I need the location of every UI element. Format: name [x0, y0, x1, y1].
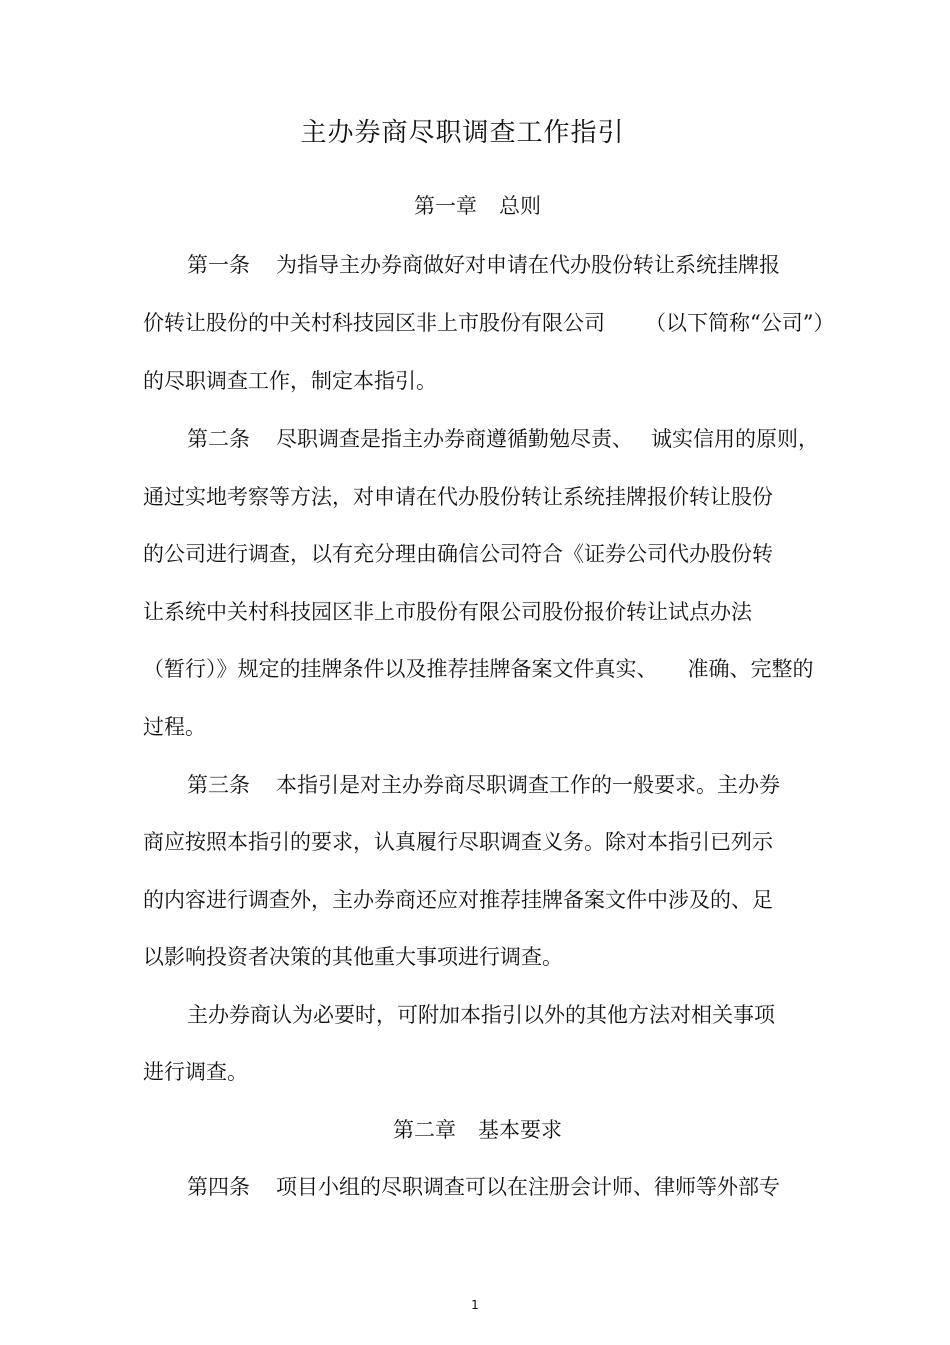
article-3-line-4: 以影响投资者决策的其他重大事项进行调查。: [143, 945, 563, 969]
article-text: 诚实信用的原则，: [651, 427, 819, 451]
article-2-line-3: 的公司进行调查，以有充分理由确信公司符合《证券公司代办股份转: [143, 542, 773, 566]
article-1-line-3: 的尽职调查工作，制定本指引。: [143, 369, 437, 393]
article-text: 尽职调查是指主办券商遵循勤勉尽责、: [276, 427, 633, 451]
article-label: 第一条: [187, 253, 250, 277]
article-2-line-2: 通过实地考察等方法，对申请在代办股份转让系统挂牌报价转让股份: [143, 485, 773, 509]
article-4-line-1: [187, 1171, 780, 1201]
article-text: 准确、完整的: [687, 657, 814, 681]
article-1-line-1: [187, 249, 780, 279]
article-text: 为指导主办券商做好对申请在代办股份转让系统挂牌报: [276, 253, 780, 277]
chapter-number: 第二章: [393, 1118, 456, 1142]
article-2-line-5: [143, 653, 814, 683]
article-text: （以下简称“公司”）: [645, 311, 835, 335]
article-1-line-2: [143, 307, 834, 337]
article-text: （暂行）》规定的挂牌条件以及推荐挂牌备案文件真实、: [143, 657, 658, 681]
paragraph-line-1: 主办券商认为必要时，可附加本指引以外的其他方法对相关事项: [187, 1003, 775, 1027]
article-2-line-4: 让系统中关村科技园区非上市股份有限公司股份报价转让试点办法: [143, 600, 752, 624]
page-number: 1: [471, 1298, 479, 1312]
chapter-number: 第一章: [414, 194, 477, 218]
article-text: 价转让股份的中关村科技园区非上市股份有限公司: [143, 311, 605, 335]
article-label: 第四条: [187, 1175, 250, 1199]
article-3-line-2: 商应按照本指引的要求，认真履行尽职调查义务。除对本指引已列示: [143, 830, 773, 854]
article-label: 第二条: [187, 427, 250, 451]
article-2-line-1: [187, 423, 819, 453]
paragraph-line-2: 进行调查。: [143, 1060, 248, 1084]
article-label: 第三条: [187, 773, 250, 797]
chapter-name: 总则: [499, 194, 541, 218]
chapter-heading-1: [0, 190, 950, 220]
article-text: 本指引是对主办券商尽职调查工作的一般要求。主办券: [276, 773, 780, 797]
chapter-name: 基本要求: [478, 1118, 562, 1142]
document-title: 主办券商尽职调查工作指引: [300, 118, 625, 148]
article-2-line-6: 过程。: [143, 715, 206, 739]
article-text: 项目小组的尽职调查可以在注册会计师、律师等外部专: [276, 1175, 780, 1199]
chapter-heading-2: [0, 1114, 950, 1144]
article-3-line-1: [187, 769, 780, 799]
article-3-line-3: 的内容进行调查外，主办券商还应对推荐挂牌备案文件中涉及的、足: [143, 888, 773, 912]
